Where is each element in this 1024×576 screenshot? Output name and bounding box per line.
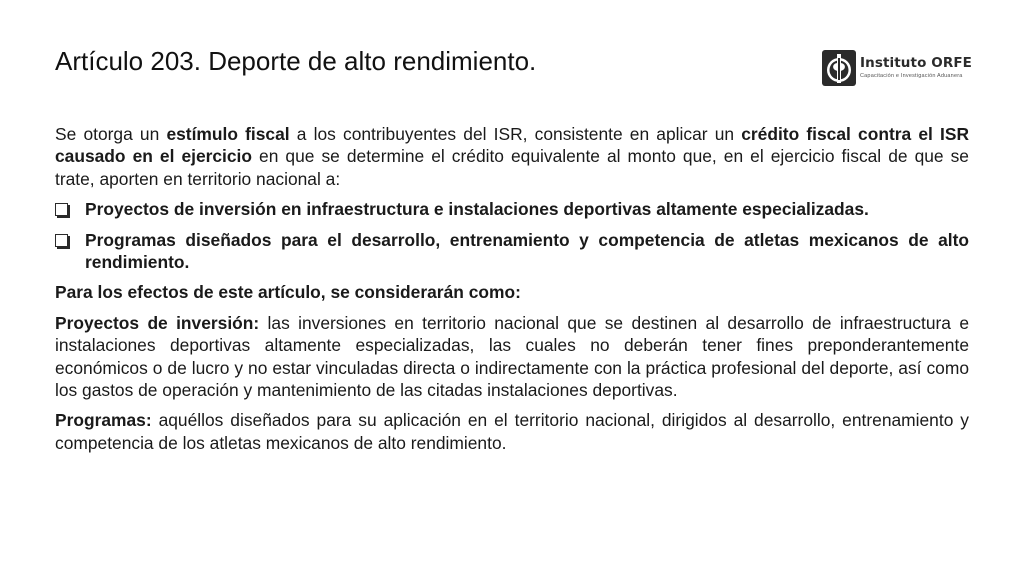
definition-text: aquéllos diseñados para su aplicación en el territorio nacional, dirigidos al desarrollo, entrenamiento y competencia de los atletas mexicanos de alto rendimiento. xyxy=(55,410,969,453)
bullet-text: Proyectos de inversión en infraestructura e instalaciones deportivas altamente especializadas. xyxy=(85,199,869,220)
definition-term: Proyectos de inversión: xyxy=(55,312,260,333)
logo-tagline: Capacitación e Investigación Aduanera xyxy=(860,73,963,79)
checkbox-icon xyxy=(55,234,68,247)
orfe-logo-icon xyxy=(822,50,856,86)
institute-logo xyxy=(822,49,972,87)
intro-emphasis-estimulo: estímulo fiscal xyxy=(166,124,290,144)
intro-emphasis-credito: crédito fiscal contra el ISR causado en el ejercicio xyxy=(55,124,970,167)
intro-text-3: en que se determine el crédito equivalente al monto que, en el ejercicio fiscal de que se trate, aporten en territorio nacional a: xyxy=(55,146,969,189)
bullet-text: Programas diseñados para el desarrollo, entrenamiento y competencia de atletas mexicanos de alto rendimiento. xyxy=(85,229,969,273)
bullet-item xyxy=(55,229,969,274)
checkbox-icon xyxy=(55,203,68,216)
logo-name: Instituto ORFE xyxy=(860,55,972,71)
definition-proyectos xyxy=(55,312,969,402)
slide-body xyxy=(55,123,969,462)
considerations-heading: Para los efectos de este artículo, se considerarán como: xyxy=(55,282,521,303)
slide-title: Artículo 203. Deporte de alto rendimiento. xyxy=(55,46,537,76)
intro-text-2: a los contribuyentes del ISR, consistente en aplicar un xyxy=(289,124,742,144)
definition-programas xyxy=(55,409,969,454)
intro-paragraph xyxy=(55,123,969,190)
bullet-item xyxy=(55,198,969,220)
intro-text-1: Se otorga un xyxy=(55,124,167,144)
definition-text: las inversiones en territorio nacional que se destinen al desarrollo de infraestructura e instalaciones deportivas altamente especializadas, las cuales no deberán tener fines preponderantemente económicos o de lucro y no estar vinculadas directa o indirectamente con la práctica profesional del deporte, así como los gastos de operación y mantenimiento de las citadas instalaciones deportivas. xyxy=(55,312,969,401)
definition-term: Programas: xyxy=(55,410,152,431)
